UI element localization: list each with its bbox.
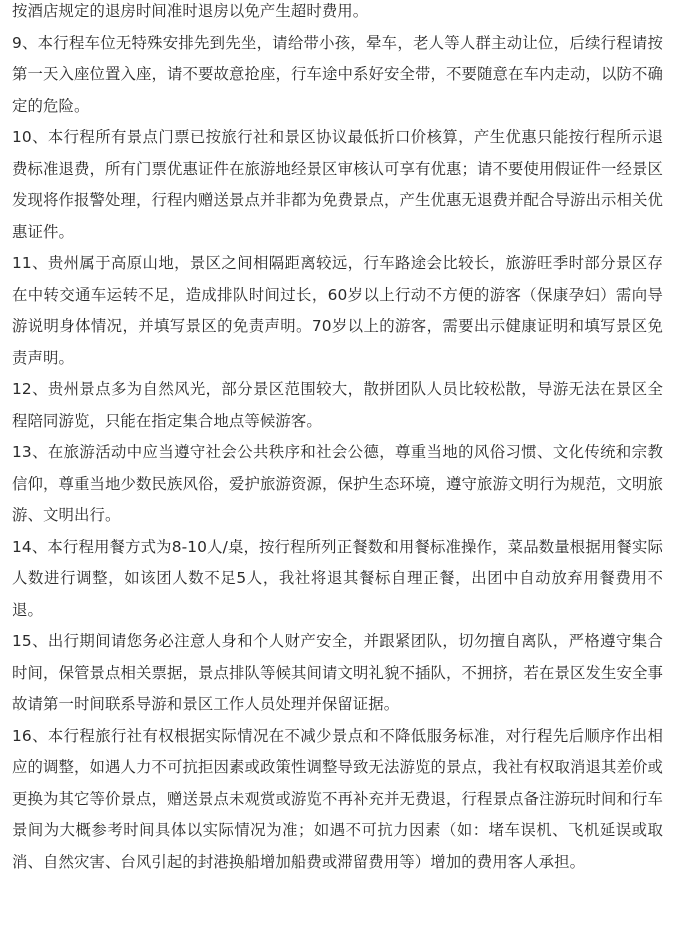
paragraph-item-15-safety: 15、出行期间请您务必注意人身和个人财产安全，并跟紧团队，切勿擅自离队，严格遵守集合时间，保管景点相关票据，景点排队等候其间请文明礼貌不插队，不拥挤，若在景区发生安全事故请第一时间联系导游和景区工作人员处理并保留证据。 (12, 632, 663, 713)
paragraph-item-9-seating: 9、本行程车位无特殊安排先到先坐，请给带小孩，晕车，老人等人群主动让位，后续行程请按第一天入座位置入座，请不要故意抢座，行车途中系好安全带，不要随意在车内走动，以防不确定的危险。 (12, 33, 663, 115)
paragraph-checkout-note: 按酒店规定的退房时间准时退房以免产生超时费用。 (12, 2, 369, 20)
paragraph-item-13-civility: 13、在旅游活动中应当遵守社会公共秩序和社会公德，尊重当地的风俗习惯、文化传统和宗教信仰，尊重当地少数民族风俗，爱护旅游资源，保护生态环境，遵守旅游文明行为规范，文明旅游、文明出行。 (12, 443, 663, 524)
paragraph-item-11-guizhou-terrain: 11、贵州属于高原山地，景区之间相隔距离较远，行车路途会比较长，旅游旺季时部分景区存在中转交通车运转不足，造成排队时间过长，60岁以上行动不方便的游客（保康孕妇）需向导游说明身体情况，并填写景区的免责声明。70岁以上的游客，需要出示健康证明和填写景区免责声明。 (12, 254, 663, 367)
paragraph-item-14-meals: 14、本行程用餐方式为8-10人/桌，按行程所列正餐数和用餐标准操作，菜品数量根据用餐实际人数进行调整，如该团人数不足5人，我社将退其餐标自理正餐，出团中自动放弃用餐费用不退。 (12, 537, 663, 619)
paragraph-item-10-tickets: 10、本行程所有景点门票已按旅行社和景区协议最低折口价核算，产生优惠只能按行程所示退费标准退费，所有门票优惠证件在旅游地经景区审核认可享有优惠；请不要使用假证件一经景区发现将作报警处理，行程内赠送景点并非都为免费景点，产生优惠无退费并配合导游出示相关优惠证件。 (12, 128, 663, 241)
paragraph-item-16-itinerary-changes: 16、本行程旅行社有权根据实际情况在不减少景点和不降低服务标准，对行程先后顺序作出相应的调整，如遇人力不可抗拒因素或政策性调整导致无法游览的景点，我社有权取消退其差价或更换为其它等价景点，赠送景点未观赏或游览不再补充并无费退，行程景点备注游玩时间和行车景间为大概参考时间具体以实际情况为准；如遇不可抗力因素（如：堵车误机、飞机延误或取消、自然灾害、台风引起的封港换船增加船费或滞留费用等）增加的费用客人承担。 (12, 726, 663, 871)
paragraph-item-12-scenic-spots: 12、贵州景点多为自然风光，部分景区范围较大，散拼团队人员比较松散，导游无法在景区全程陪同游览，只能在指定集合地点等候游客。 (12, 380, 663, 430)
